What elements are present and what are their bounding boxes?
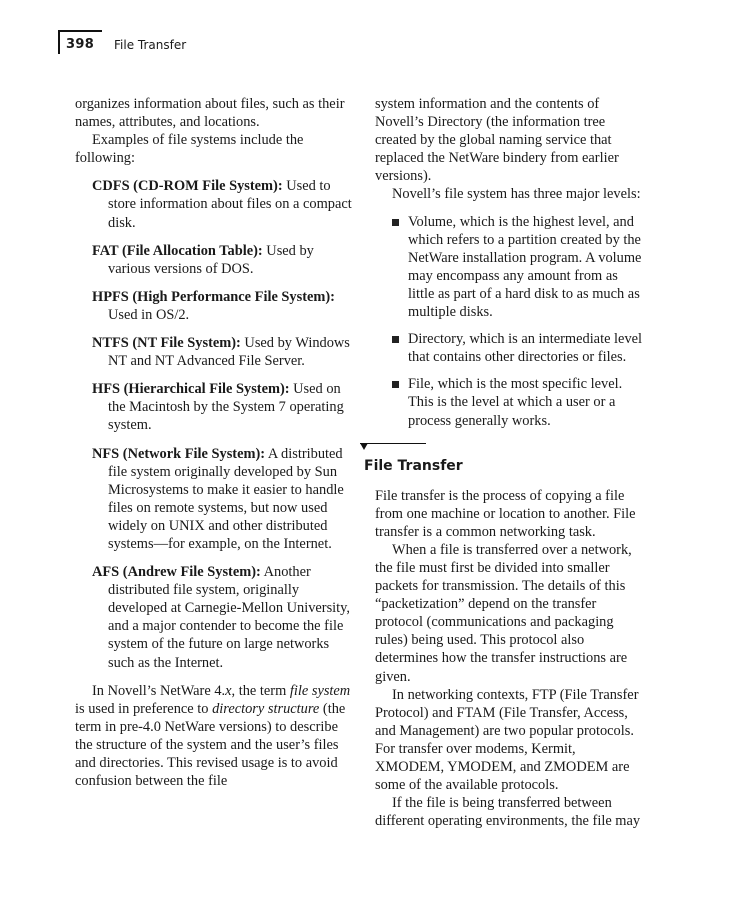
square-bullet-icon <box>392 381 399 388</box>
definition-term: NTFS (NT File System): <box>92 335 241 352</box>
square-bullet-icon <box>392 219 399 226</box>
section-paragraph: File transfer is the process of copying a file from one machine or location to another. File transfer is a common networking task. <box>375 487 636 540</box>
list-item: File, which is the most specific level. This is the level at which a user or a process generally works. <box>375 375 647 429</box>
netware-paragraph: In Novell’s NetWare 4.x, the term file system is used in preference to directory structure (the term in pre-4.0 NetWare versions) to describe the structure of the system and the user’s files and directories. This revised usage is to avoid confusion between the file <box>75 682 351 790</box>
triangle-down-icon <box>360 443 368 450</box>
intro-paragraph: organizes information about files, such as their names, attributes, and locations. <box>75 96 345 131</box>
definition-fat <box>75 242 357 278</box>
definition-term: HFS (Hierarchical File System): <box>92 381 290 398</box>
levels-intro: Novell’s file system has three major levels: <box>392 186 641 203</box>
definition-text: Used by Windows NT and NT Advanced File Server. <box>108 335 350 370</box>
running-title: File Transfer <box>114 38 187 52</box>
definition-term: FAT (File Allocation Table): <box>92 242 263 259</box>
section-paragraph: If the file is being transferred between different operating environments, the file may <box>375 795 641 830</box>
definition-text: Used by various versions of DOS. <box>108 242 314 277</box>
definition-text: Used to store information about files on a compact disk. <box>108 178 352 231</box>
square-bullet-icon <box>392 336 399 343</box>
definition-term: AFS (Andrew File System): <box>92 564 261 581</box>
right-column <box>364 95 647 830</box>
left-column <box>75 95 357 790</box>
definition-text: Another distributed file system, originally developed at Carnegie-Mellon University, and a major contender to become the file system of the future on large networks such as the Internet. <box>108 564 351 671</box>
page-number: 398 <box>66 37 95 52</box>
section-rule <box>360 443 426 444</box>
definition-text: Used on the Macintosh by the System 7 operating system. <box>108 381 344 434</box>
definition-term: HPFS (High Performance File System): <box>92 288 335 305</box>
header-rule-horizontal <box>58 30 102 32</box>
definition-hfs <box>75 380 357 434</box>
levels-list <box>375 213 647 430</box>
definition-term: NFS (Network File System): <box>92 445 266 462</box>
section-paragraph: When a file is transferred over a network, the file must first be divided into smaller packets for transmission. The details of this “packetization” depend on the transfer protocol (communications and packaging rules) being used. This protocol also determines how the transfer instructions are given. <box>375 541 632 685</box>
list-item: Directory, which is an intermediate level that contains other directories or files. <box>375 330 647 366</box>
continuation-paragraph: system information and the contents of Novell’s Directory (the information tree created by the global naming service that replaced the NetWare bindery from earlier versions). <box>375 96 619 185</box>
list-item: Volume, which is the highest level, and which refers to a partition created by the NetWare installation program. A volume may encompass any amount from as little as part of a hard disk to as much as multiple disks. <box>375 213 647 322</box>
definition-text: A distributed file system originally developed by Sun Microsystems to make it easier to handle files on remote systems, but now used widely on UNIX and other distributed systems—for example, on the Internet. <box>108 445 344 552</box>
definition-hpfs <box>75 288 357 324</box>
section-paragraph: In networking contexts, FTP (File Transfer Protocol) and FTAM (File Transfer, Access, and Management) are two popular protocols. For transfer over modems, Kermit, XMODEM, YMODEM, and ZMODEM are some of the available protocols. <box>375 686 639 794</box>
definition-term: CDFS (CD-ROM File System): <box>92 178 283 195</box>
definition-nfs <box>75 445 357 554</box>
examples-intro: Examples of file systems include the following: <box>75 132 304 167</box>
definition-cdfs <box>75 177 357 231</box>
definition-afs <box>75 563 357 672</box>
definition-text: Used in OS/2. <box>108 306 190 323</box>
definition-ntfs <box>75 334 357 370</box>
section-marker <box>375 443 647 453</box>
section-heading: File Transfer <box>364 457 463 474</box>
header-rule-vertical <box>58 30 60 54</box>
